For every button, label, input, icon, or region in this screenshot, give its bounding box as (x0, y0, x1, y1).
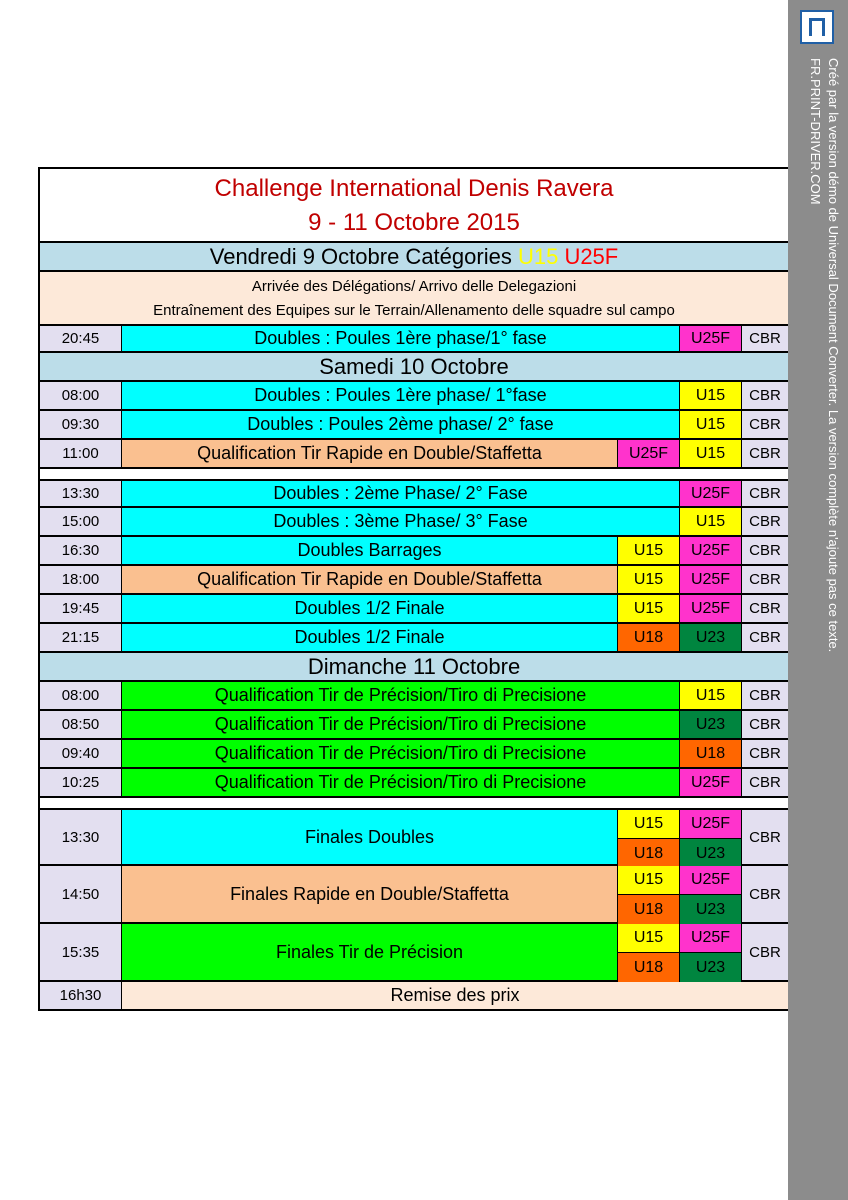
schedule-row (38, 566, 788, 595)
row-place: CBR (742, 382, 788, 409)
watermark-line-2: FR.PRINT-DRIVER.COM (808, 58, 823, 205)
row-place: CBR (742, 537, 788, 564)
finals-row (38, 924, 788, 982)
row-event: Finales Doubles (122, 810, 618, 864)
separator (38, 798, 788, 808)
row-place: CBR (742, 769, 788, 796)
row-category: U23 (680, 839, 742, 868)
row-category: U15 (618, 810, 680, 839)
schedule-row (38, 769, 788, 798)
schedule-row (38, 382, 788, 411)
schedule-row (38, 508, 788, 537)
row-place: CBR (742, 411, 788, 438)
row-category: U23 (680, 624, 742, 651)
finals-row (38, 808, 788, 866)
watermark-line-1: Créé par la version démo de Universal Document Converter. La version complète n'ajoute pas ce texte. (826, 58, 841, 653)
row-event: Qualification Tir de Précision/Tiro di Precisione (122, 711, 680, 738)
row-category: U15 (680, 411, 742, 438)
row-time: 16h30 (40, 982, 122, 1009)
row-category: U25F (618, 440, 680, 467)
row-place: CBR (742, 866, 788, 922)
schedule-row (38, 440, 788, 469)
row-category: U18 (618, 624, 680, 651)
row-event: Doubles 1/2 Finale (122, 624, 618, 651)
friday-arrival-note (38, 272, 788, 324)
row-event: Qualification Tir de Précision/Tiro di Precisione (122, 740, 680, 767)
row-event: Doubles : 3ème Phase/ 3° Fase (122, 508, 680, 535)
row-category: U15 (680, 382, 742, 409)
row-category: U25F (680, 537, 742, 564)
row-place: CBR (742, 508, 788, 535)
row-event: Doubles : Poules 2ème phase/ 2° fase (122, 411, 680, 438)
row-time: 15:00 (40, 508, 122, 535)
category-grid (618, 810, 742, 864)
row-time: 08:00 (40, 382, 122, 409)
row-place: CBR (742, 481, 788, 506)
row-category: U15 (680, 440, 742, 467)
row-category: U25F (680, 326, 742, 351)
row-place: CBR (742, 924, 788, 980)
row-place: CBR (742, 566, 788, 593)
row-category: U23 (680, 953, 742, 982)
row-place: CBR (742, 326, 788, 351)
row-category: U23 (680, 895, 742, 924)
row-event: Remise des prix (122, 982, 788, 1009)
separator (38, 469, 788, 479)
row-place: CBR (742, 810, 788, 864)
schedule-row (38, 711, 788, 740)
friday-heading-text: Vendredi 9 Octobre Catégories (209, 244, 512, 269)
schedule-row (38, 537, 788, 566)
friday-heading (38, 243, 788, 272)
row-category: U15 (618, 924, 680, 953)
row-place: CBR (742, 595, 788, 622)
row-category: U18 (618, 953, 680, 982)
row-place: CBR (742, 440, 788, 467)
schedule-row (38, 411, 788, 440)
saturday-heading: Samedi 10 Octobre (38, 353, 788, 382)
row-place: CBR (742, 711, 788, 738)
category-grid (618, 866, 742, 922)
row-time: 18:00 (40, 566, 122, 593)
row-event: Doubles : Poules 1ère phase/1° fase (122, 326, 680, 351)
row-event: Qualification Tir Rapide en Double/Staffetta (122, 440, 618, 467)
row-category: U25F (680, 866, 742, 895)
row-event: Qualification Tir de Précision/Tiro di Precisione (122, 682, 680, 709)
row-category: U15 (680, 508, 742, 535)
arrival-line-1: Arrivée des Délégations/ Arrivo delle Delegazioni (251, 278, 577, 295)
row-category: U25F (680, 924, 742, 953)
row-time: 19:45 (40, 595, 122, 622)
row-event: Qualification Tir de Précision/Tiro di Precisione (122, 769, 680, 796)
converter-logo-icon (800, 10, 834, 44)
row-event: Qualification Tir Rapide en Double/Staffetta (122, 566, 618, 593)
row-time: 13:30 (40, 810, 122, 864)
row-category: U25F (680, 810, 742, 839)
row-time: 13:30 (40, 481, 122, 506)
row-category: U18 (680, 740, 742, 767)
schedule-row (38, 740, 788, 769)
row-category: U23 (680, 711, 742, 738)
row-place: CBR (742, 740, 788, 767)
row-time: 08:00 (40, 682, 122, 709)
schedule-table (38, 167, 788, 1011)
row-category: U18 (618, 839, 680, 868)
row-event: Doubles : Poules 1ère phase/ 1°fase (122, 382, 680, 409)
event-title: Challenge International Denis Ravera (214, 175, 614, 202)
watermark-text (806, 58, 842, 652)
schedule-row (38, 682, 788, 711)
friday-category-u15: U15 (517, 244, 559, 269)
title-block (38, 167, 788, 243)
sunday-heading: Dimanche 11 Octobre (38, 653, 788, 682)
row-category: U25F (680, 769, 742, 796)
row-time: 09:30 (40, 411, 122, 438)
schedule-row (38, 624, 788, 653)
row-time: 11:00 (40, 440, 122, 467)
row-event: Doubles 1/2 Finale (122, 595, 618, 622)
row-place: CBR (742, 624, 788, 651)
row-category: U25F (680, 566, 742, 593)
event-dates: 9 - 11 Octobre 2015 (308, 209, 520, 236)
row-event: Finales Tir de Précision (122, 924, 618, 980)
schedule-row (38, 324, 788, 353)
closing-row (38, 982, 788, 1011)
row-category: U15 (680, 682, 742, 709)
friday-category-u25f: U25F (564, 244, 619, 269)
row-category: U15 (618, 866, 680, 895)
row-category: U15 (618, 537, 680, 564)
category-grid (618, 924, 742, 980)
row-time: 21:15 (40, 624, 122, 651)
row-place: CBR (742, 682, 788, 709)
row-category: U18 (618, 895, 680, 924)
row-event: Finales Rapide en Double/Staffetta (122, 866, 618, 922)
row-time: 20:45 (40, 326, 122, 351)
row-time: 15:35 (40, 924, 122, 980)
row-time: 14:50 (40, 866, 122, 922)
row-time: 08:50 (40, 711, 122, 738)
row-category: U15 (618, 566, 680, 593)
row-time: 09:40 (40, 740, 122, 767)
row-time: 16:30 (40, 537, 122, 564)
row-event: Doubles Barrages (122, 537, 618, 564)
row-category: U15 (618, 595, 680, 622)
row-time: 10:25 (40, 769, 122, 796)
arrival-line-2: Entraînement des Equipes sur le Terrain/Allenamento delle squadre sul campo (153, 302, 675, 319)
schedule-row (38, 595, 788, 624)
finals-row (38, 866, 788, 924)
schedule-row (38, 479, 788, 508)
row-category: U25F (680, 481, 742, 506)
row-event: Doubles : 2ème Phase/ 2° Fase (122, 481, 680, 506)
row-category: U25F (680, 595, 742, 622)
